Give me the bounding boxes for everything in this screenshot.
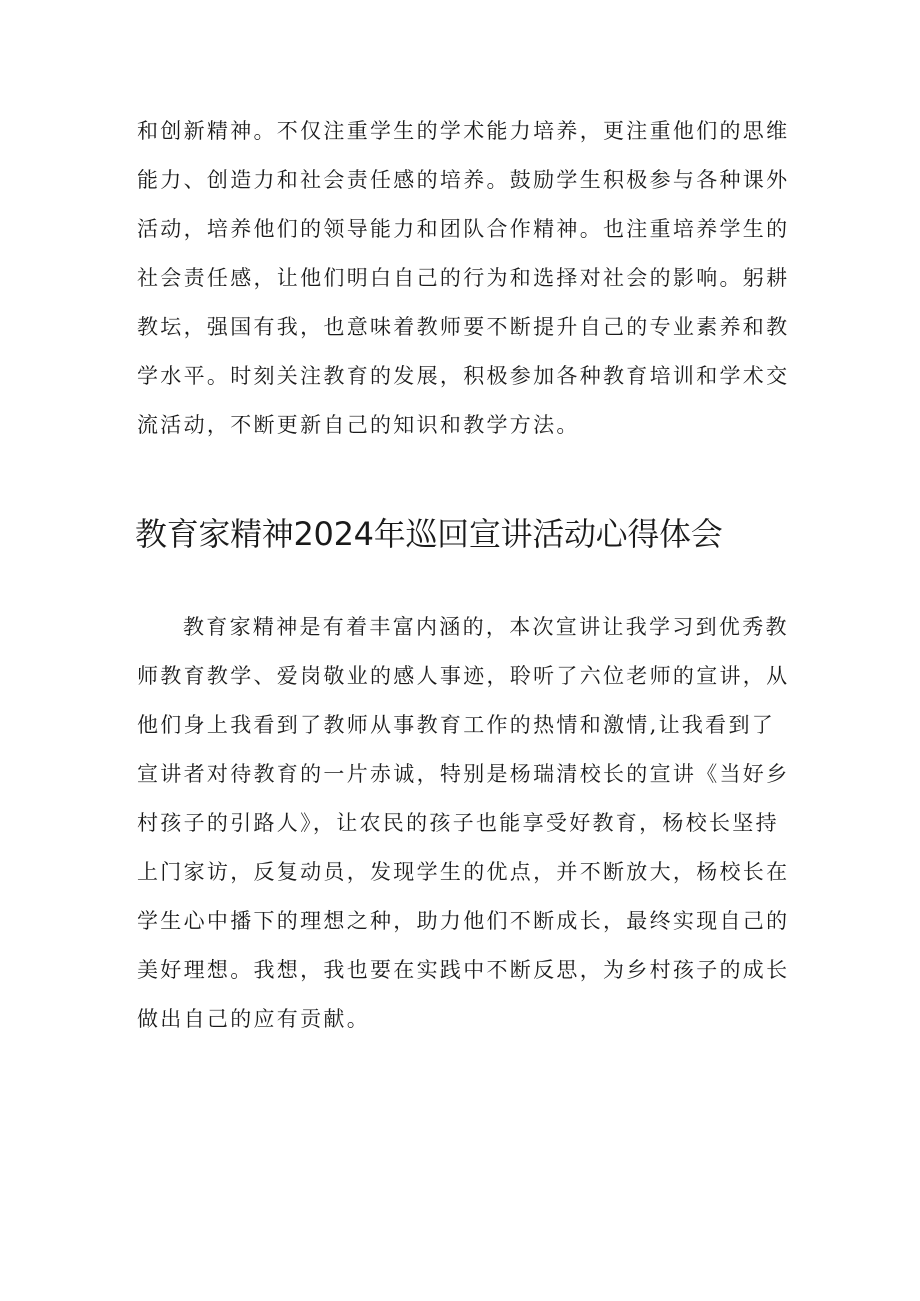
paragraph-line: 他们身上我看到了教师从事教育工作的热情和激情,让我看到了 xyxy=(137,713,776,737)
continued-paragraph xyxy=(137,107,793,450)
paragraph-line: 做出自己的应有贡献。 xyxy=(137,1007,370,1031)
paragraph-line: 教坛，强国有我，也意味着教师要不断提升自己的专业素养和教 xyxy=(137,315,790,339)
paragraph-line: 村孩子的引路人》，让农民的孩子也能享受好教育，杨校长坚持 xyxy=(137,811,779,835)
paragraph-line: 上门家访，反复动员，发现学生的优点，并不断放大，杨校长在 xyxy=(137,860,790,884)
paragraph-line: 学生心中播下的理想之种，助力他们不断成长，最终实现自己的 xyxy=(137,909,790,933)
paragraph-line: 和创新精神。不仅注重学生的学术能力培养，更注重他们的思维 xyxy=(137,119,790,143)
paragraph-line: 教育家精神是有着丰富内涵的，本次宣讲让我学习到优秀教 xyxy=(183,615,789,639)
paragraph-line: 社会责任感，让他们明白自己的行为和选择对社会的影响。躬耕 xyxy=(137,266,790,290)
paragraph-line: 师教育教学、爱岗敬业的感人事迹，聆听了六位老师的宣讲，从 xyxy=(137,664,790,688)
paragraph-line: 能力、创造力和社会责任感的培养。鼓励学生积极参与各种课外 xyxy=(137,168,790,192)
paragraph-line: 美好理想。我想，我也要在实践中不断反思，为乡村孩子的成长 xyxy=(137,958,790,982)
paragraph-line: 学水平。时刻关注教育的发展，积极参加各种教育培训和学术交 xyxy=(137,364,790,388)
body-paragraph xyxy=(137,603,793,1044)
article-title: 教育家精神2024年巡回宣讲活动心得体会 xyxy=(135,515,723,553)
paragraph-line: 活动，培养他们的领导能力和团队合作精神。也注重培养学生的 xyxy=(137,217,790,241)
paragraph-line: 流活动，不断更新自己的知识和教学方法。 xyxy=(137,413,580,437)
paragraph-line: 宣讲者对待教育的一片赤诚，特别是杨瑞清校长的宣讲《当好乡 xyxy=(137,762,790,786)
